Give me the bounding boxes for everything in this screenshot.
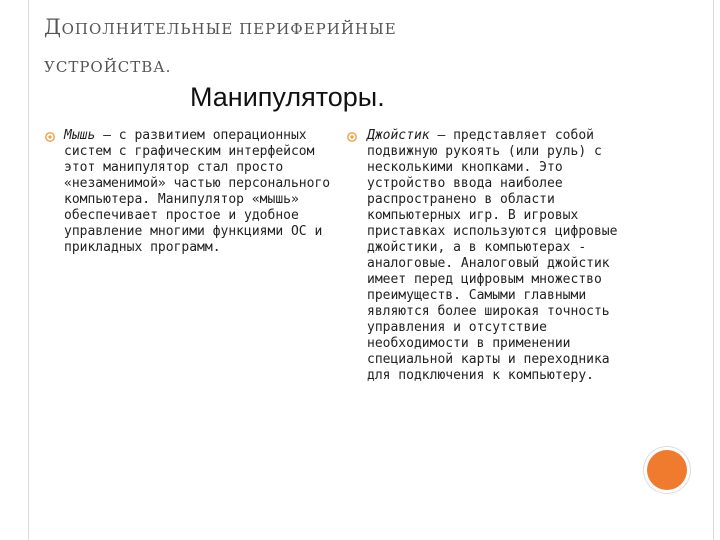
right-body: – представляет собой подвижную рукоять (или руль) с несколькими кнопками. Это устройство ввода наиболее распространено в области компьютерных игр. В игровых приставках используются цифровые джойстики, а в компьютерах - аналоговые. Аналоговый джойстик имеет перед цифровым множество преимуществ. Самыми главными являются более широкая точность управления и отсутствие необходимости в применении специальной карты и переходника для подключения к компьютеру. xyxy=(367,128,618,383)
frame-line-right xyxy=(713,0,714,540)
bullet-icon xyxy=(44,131,56,143)
left-column-text xyxy=(64,128,334,256)
left-body: – с развитием операционных систем с графическим интерфейсом этот манипулятор стал просто «незаменимой» частью персонального компьютера. Манипулятор «мышь» обеспечивает простое и удобное управление многими функциями ОС и прикладных программ. xyxy=(64,128,331,255)
bullet-icon xyxy=(346,131,358,143)
right-column-text xyxy=(367,128,632,384)
slide-title xyxy=(44,8,664,86)
left-term: Мышь xyxy=(64,128,96,143)
title-line2: УСТРОЙСТВА. xyxy=(44,58,172,76)
slide-subtitle: Манипуляторы. xyxy=(190,82,385,112)
right-term: Джойстик xyxy=(367,128,430,143)
frame-line-left xyxy=(28,0,29,540)
title-line1: ОПОЛНИТЕЛЬНЫЕ ПЕРИФЕРИЙНЫЕ xyxy=(61,20,397,38)
orange-circle-decoration xyxy=(647,450,687,490)
title-cap: Д xyxy=(44,15,62,39)
